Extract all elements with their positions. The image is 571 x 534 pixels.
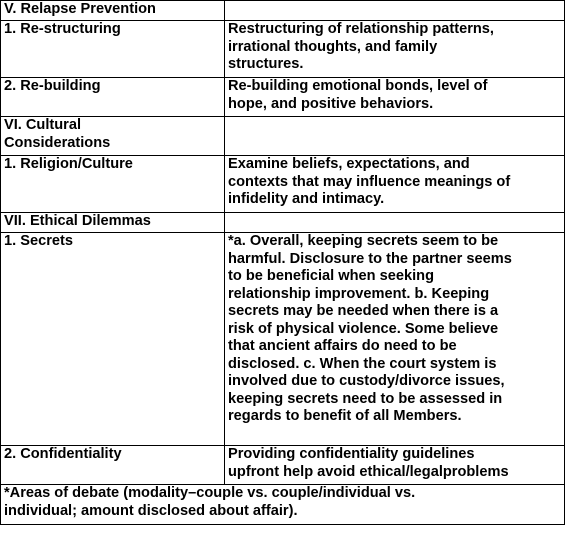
description-cell <box>225 117 565 156</box>
section-heading-relapse-prevention: V. Relapse Prevention <box>1 1 225 21</box>
item-label-re-building: 2. Re-building <box>1 78 225 117</box>
description-cell: Providing confidentiality guidelines upfront help avoid ethical/legalproblems <box>225 446 565 485</box>
table-row <box>1 485 565 525</box>
table-row <box>1 213 565 233</box>
footnote: *Areas of debate (modality–couple vs. couple/individual vs. individual; amount disclosed about affair). <box>1 485 565 525</box>
description-cell <box>225 1 565 21</box>
description-cell: *a. Overall, keeping secrets seem to be harmful. Disclosure to the partner seems to be beneficial when seeking relationship improvement. b. Keeping secrets may be needed when there is a risk of physical violence. Some believe that ancient affairs do need to be disclosed. c. When the court system is involved due to custody/divorce issues, keeping secrets need to be assessed in regards to benefit of all Members. <box>225 233 565 446</box>
description-cell: Examine beliefs, expectations, and contexts that may influence meanings of infidelity and intimacy. <box>225 156 565 213</box>
table-row <box>1 233 565 446</box>
table-row <box>1 156 565 213</box>
section-heading-cultural-considerations: VI. Cultural Considerations <box>1 117 225 156</box>
item-label-re-structuring: 1. Re-structuring <box>1 21 225 78</box>
section-heading-ethical-dilemmas: VII. Ethical Dilemmas <box>1 213 225 233</box>
description-cell: Re-building emotional bonds, level of hope, and positive behaviors. <box>225 78 565 117</box>
description-cell: Restructuring of relationship patterns, irrational thoughts, and family structures. <box>225 21 565 78</box>
table-row <box>1 446 565 485</box>
item-label-secrets: 1. Secrets <box>1 233 225 446</box>
table-row <box>1 21 565 78</box>
item-label-religion-culture: 1. Religion/Culture <box>1 156 225 213</box>
table-row <box>1 1 565 21</box>
table-row <box>1 78 565 117</box>
description-cell <box>225 213 565 233</box>
item-label-confidentiality: 2. Confidentiality <box>1 446 225 485</box>
table-row <box>1 117 565 156</box>
